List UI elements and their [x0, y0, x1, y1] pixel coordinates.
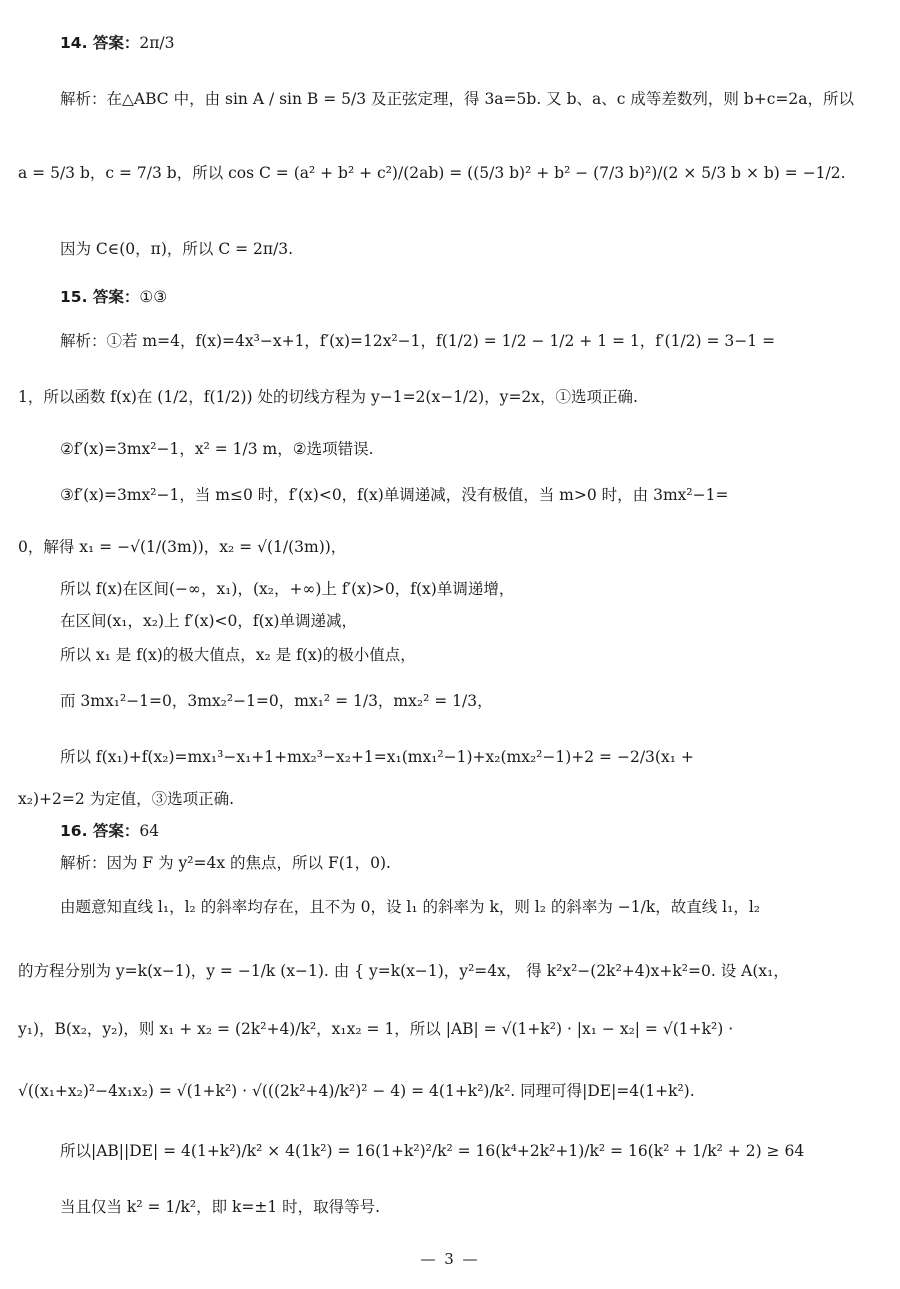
solution-line: ③f′(x)=3mx²−1，当 m≤0 时，f′(x)<0，f(x)单调递减，没有极值，当 m>0 时，由 3mx²−1= — [60, 486, 729, 504]
solution-line: 所以|AB||DE| = 4(1+k²)/k² × 4(1k²) = 16(1+k²)²/k² = 16(k⁴+2k²+1)/k² = 16(k² + 1/k² + 2) ≥ 64 — [60, 1142, 805, 1160]
solution-line: 1，所以函数 f(x)在 (1/2，f(1/2)) 处的切线方程为 y−1=2(x−1/2)，y=2x，①选项正确. — [18, 388, 638, 406]
solution-line: 0，解得 x₁ = −√(1/(3m))，x₂ = √(1/(3m))， — [18, 538, 347, 556]
solution-line: a = 5/3 b，c = 7/3 b，所以 cos C = (a² + b² + c²)/(2ab) = ((5/3 b)² + b² − (7/3 b)²)/(2 × 5/3 b × b) = −1/2. — [18, 164, 846, 182]
solution-line: 所以 x₁ 是 f(x)的极大值点，x₂ 是 f(x)的极小值点， — [60, 646, 416, 664]
answer-heading-15 — [60, 286, 167, 308]
answer-value: ①③ — [139, 288, 168, 306]
solution-line: x₂)+2=2 为定值，③选项正确. — [18, 790, 235, 808]
answer-heading-16 — [60, 820, 159, 842]
solution-line: 所以 f(x)在区间(−∞，x₁)，(x₂，+∞)上 f′(x)>0，f(x)单调递增， — [60, 580, 515, 598]
solution-line: 所以 f(x₁)+f(x₂)=mx₁³−x₁+1+mx₂³−x₂+1=x₁(mx₁²−1)+x₂(mx₂²−1)+2 = −2/3(x₁ + — [60, 748, 694, 766]
solution-line: 解析：因为 F 为 y²=4x 的焦点，所以 F(1，0). — [60, 854, 391, 872]
solution-line: 的方程分别为 y=k(x−1)，y = −1/k (x−1). 由 { y=k(x−1)，y²=4x， 得 k²x²−(2k²+4)x+k²=0. 设 A(x₁， — [18, 962, 789, 980]
solution-line: 当且仅当 k² = 1/k²，即 k=±1 时，取得等号. — [60, 1198, 381, 1216]
solution-line: 解析：①若 m=4，f(x)=4x³−x+1，f′(x)=12x²−1，f(1/2) = 1/2 − 1/2 + 1 = 1，f′(1/2) = 3−1 = — [60, 332, 776, 350]
answer-label: 14. 答案： — [60, 34, 140, 52]
answer-value: 64 — [139, 822, 160, 840]
solution-line: ②f′(x)=3mx²−1，x² = 1/3 m，②选项错误. — [60, 440, 374, 458]
page-number: — 3 — — [420, 1250, 480, 1268]
answer-heading-14 — [60, 32, 175, 54]
answer-label: 15. 答案： — [60, 288, 140, 306]
solution-line: 因为 C∈(0，π)，所以 C = 2π/3. — [60, 240, 294, 258]
solution-line: 解析：在△ABC 中，由 sin A / sin B = 5/3 及正弦定理，得 3a=5b. 又 b、a、c 成等差数列，则 b+c=2a，所以 — [60, 90, 854, 108]
solution-line: 而 3mx₁²−1=0，3mx₂²−1=0，mx₁² = 1/3，mx₂² = 1/3， — [60, 692, 493, 710]
solution-line: 在区间(x₁，x₂)上 f′(x)<0，f(x)单调递减， — [60, 612, 357, 630]
solution-line: √((x₁+x₂)²−4x₁x₂) = √(1+k²) · √(((2k²+4)/k²)² − 4) = 4(1+k²)/k². 同理可得|DE|=4(1+k²). — [18, 1082, 695, 1100]
answer-value: 2π/3 — [139, 34, 175, 52]
answer-label: 16. 答案： — [60, 822, 140, 840]
solution-line: y₁)，B(x₂，y₂)，则 x₁ + x₂ = (2k²+4)/k²，x₁x₂ = 1，所以 |AB| = √(1+k²) · |x₁ − x₂| = √(1+k²) · — [18, 1020, 734, 1038]
solution-line: 由题意知直线 l₁，l₂ 的斜率均存在，且不为 0，设 l₁ 的斜率为 k，则 l₂ 的斜率为 −1/k，故直线 l₁，l₂ — [60, 898, 761, 916]
